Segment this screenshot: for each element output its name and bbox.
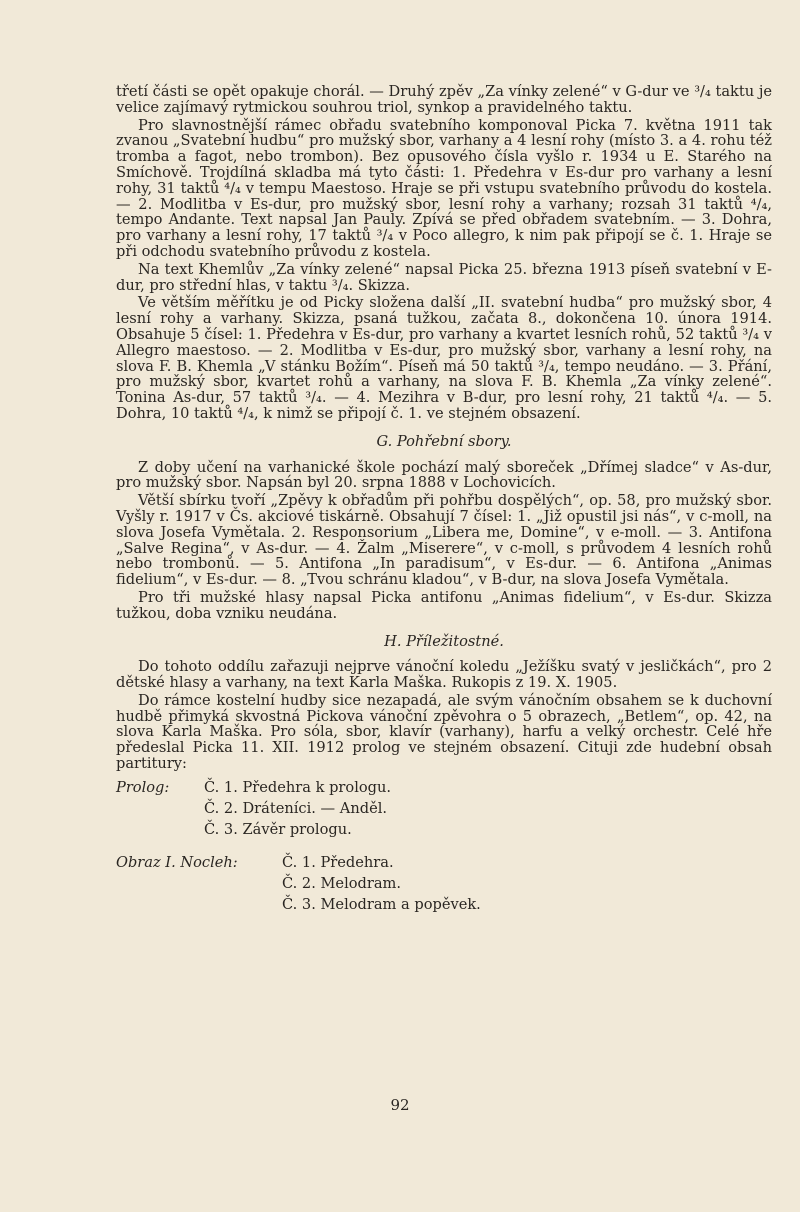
list-text: Č. 1. Předehra. (282, 853, 394, 871)
paragraph: Na text Khemlův „Za vínky zelené“ napsal Picka 25. března 1913 píseň svatební v E-dur, pro střední hlas, v taktu ³/₄. Skizza. (116, 260, 772, 294)
list-text: Č. 2. Dráteníci. — Anděl. (204, 799, 388, 817)
list-item (116, 822, 772, 843)
list-label: Obraz I. Nocleh: (116, 853, 238, 871)
paragraph: Z doby učení na varhanické škole pochází malý sboreček „Dřímej sladce“ v As-dur, pro mužský sbor. Napsán byl 20. srpna 1888 v Lochovicích. (116, 458, 772, 492)
score-contents-list (116, 780, 772, 918)
section-heading: G. Pohřební sbory. (376, 432, 512, 450)
paragraph: Do rámce kostelní hudby sice nezapadá, ale svým vánočním obsahem se k duchovní hudbě přimyká skvostná Pickova vánoční zpěvohra o 5 obrazech, „Betlem“, op. 42, na slova Karla Maška. Pro sóla, sbor, klavír (varhany), harfu a velký orchestr. Celé hře předeslal Picka 11. XII. 1912 prolog ve stejném obsazení. Cituji zde hudební obsah partitury: (116, 691, 772, 773)
paragraph: třetí části se opět opakuje chorál. — Druhý zpěv „Za vínky zelené“ v G-dur ve ³/₄ taktu je velice zajímavý rytmickou souhrou triol, synkop a pravidelného taktu. (116, 83, 772, 116)
list-text: Č. 3. Závěr prologu. (204, 820, 352, 838)
paragraph: Pro slavnostnější rámec obřadu svatebního komponoval Picka 7. května 1911 tak zvanou „Svatební hudbu“ pro mužský sbor, varhany a 4 lesní rohy (místo 3. a 4. rohu též tromba a fagot, nebo trombon). Bez opusového čísla vyšlo r. 1934 u E. Starého na Smíchově. Trojdílná skladba má tyto části: 1. Předehra v Es-dur pro varhany a lesní rohy, 31 taktů ⁴/₄ v tempu Maestoso. Hraje se při vstupu svatebního průvodu do kostela. — 2. Modlitba v Es-dur, pro mužský sbor, lesní rohy a varhany; rozsah 31 taktů ⁴/₄, tempo Andante. Text napsal Jan Pauly. Zpívá se před obřadem svatebním. — 3. Dohra, pro varhany a lesní rohy, 17 taktů ³/₄ v Poco allegro, k nim pak připojí se č. 1. Hraje se při odchodu svatebního průvodu z kostela. (116, 116, 772, 260)
page-number: 92 (390, 1096, 410, 1114)
list-item (116, 897, 772, 918)
paragraph: Ve větším měřítku je od Picky složena další „II. svatební hudba“ pro mužský sbor, 4 lesní rohy a varhany. Skizza, psaná tužkou, začata 8., dokončena 10. února 1914. Obsahuje 5 čísel: 1. Předehra v Es-dur, pro varhany a kvartet lesních rohů, 52 taktů ³/₄ v Allegro maestoso. — 2. Modlitba v Es-dur, pro mužský sbor, varhany a lesní rohy, na slova F. B. Khemla „V stánku Božím“. Píseň má 50 taktů ³/₄, tempo neudáno. — 3. Přání, pro mužský sbor, kvartet rohů a varhany, na slova F. B. Khemla „Za vínky zelené“. Tonina As-dur, 57 taktů ³/₄. — 4. Mezihra v B-dur, pro lesní rohy, 21 taktů ⁴/₄. — 5. Dohra, 10 taktů ⁴/₄, k nimž se připojí č. 1. ve stejném obsazení. (116, 294, 772, 422)
body-text (116, 84, 772, 918)
list-item (116, 855, 772, 876)
list-text: Č. 3. Melodram a popěvek. (282, 895, 481, 913)
list-item (116, 801, 772, 822)
list-label: Prolog: (116, 778, 170, 796)
list-item (116, 876, 772, 897)
list-text: Č. 1. Předehra k prologu. (204, 778, 392, 796)
paragraph: Do tohoto oddílu zařazuji nejprve vánoční koledu „Ježíšku svatý v jesličkách“, pro 2 dětské hlasy a varhany, na text Karla Maška. Rukopis z 19. X. 1905. (116, 658, 772, 692)
section-heading: H. Příležitostné. (384, 632, 504, 650)
paragraph: Větší sbírku tvoří „Zpěvy k obřadům při pohřbu dospělých“, op. 58, pro mužský sbor. Vyšly r. 1917 v Čs. akciové tiskárně. Obsahují 7 čísel: 1. „Již opustil jsi nás“, v c-moll, na slova Josefa Vymětala. 2. Responsorium „Libera me, Domine“, v e-moll. — 3. Antifona „Salve Regina“, v As-dur. — 4. Žalm „Miserere“, v c-moll, s průvodem 4 lesních rohů nebo trombonů. — 5. Antifona „In paradisum“, v Es-dur. — 6. Antifona „Animas fidelium“, v Es-dur. — 8. „Tvou schránu kladou“, v B-dur, na slova Josefa Vymětala. (116, 492, 772, 589)
list-item (116, 780, 772, 801)
list-text: Č. 2. Melodram. (282, 874, 402, 892)
paragraph: Pro tři mužské hlasy napsal Picka antifonu „Animas fidelium“, v Es-dur. Skizza tužkou, doba vzniku neudána. (116, 588, 772, 622)
